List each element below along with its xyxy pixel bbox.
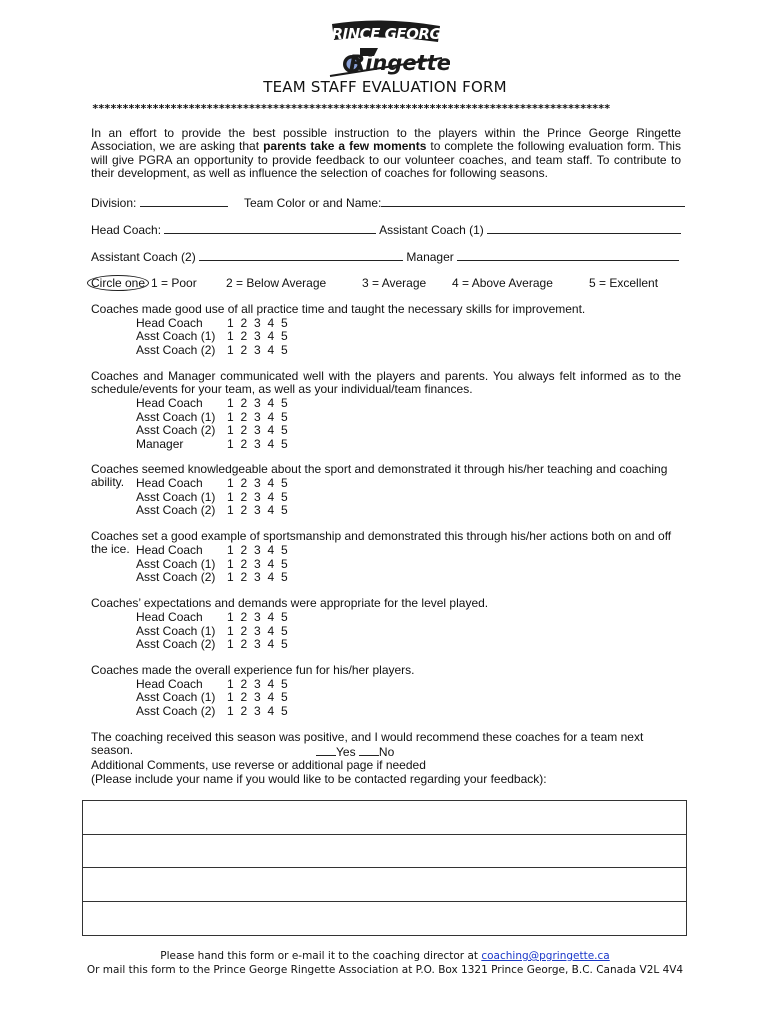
manager-blank[interactable] xyxy=(457,249,679,261)
rating-options[interactable] xyxy=(227,690,295,704)
rating-option[interactable]: 3 xyxy=(254,704,261,718)
logo-graphic xyxy=(322,18,450,82)
intro-bold: parents take a few moments xyxy=(263,139,427,154)
division-label: Division: xyxy=(91,196,137,210)
rating-option[interactable]: 2 xyxy=(240,503,248,517)
rating-option[interactable]: 5 xyxy=(281,677,288,691)
rating-option[interactable]: 4 xyxy=(267,476,275,490)
rating-option[interactable]: 2 xyxy=(240,557,248,571)
intro-text-2: to complete the following evaluation form. This will give PGRA an opportunity to provide feedback to our volunteer coaches, and team staff. To contribute to their development, as well as influence the selection of coaches for following seasons. xyxy=(91,139,681,181)
comment-line[interactable] xyxy=(83,801,686,835)
rating-option[interactable]: 5 xyxy=(281,557,288,571)
rating-option[interactable]: 2 xyxy=(240,396,248,410)
rating-option[interactable]: 1 xyxy=(227,316,234,330)
head-coach-blank[interactable] xyxy=(164,222,376,234)
manager-label: Manager xyxy=(406,250,454,264)
rating-option[interactable]: 4 xyxy=(267,543,275,557)
rating-option[interactable]: 3 xyxy=(254,557,261,571)
rating-option[interactable]: 2 xyxy=(240,476,248,490)
question-1: Coaches made good use of all practice time and taught the necessary skills for improvement. xyxy=(91,302,586,316)
rating-option[interactable]: 5 xyxy=(281,610,288,624)
rating-options[interactable] xyxy=(227,503,295,517)
rating-option[interactable]: 1 xyxy=(227,570,234,584)
rating-option[interactable]: 4 xyxy=(267,610,275,624)
rating-option[interactable]: 5 xyxy=(281,437,288,451)
rating-option[interactable]: 4 xyxy=(267,343,275,357)
rating-option[interactable]: 1 xyxy=(227,543,234,557)
rating-option[interactable]: 2 xyxy=(240,543,248,557)
question-6: Coaches made the overall experience fun for his/her players. xyxy=(91,663,415,677)
head-coach-label: Head Coach: xyxy=(91,223,162,237)
rating-option[interactable]: 3 xyxy=(254,329,261,343)
rating-option[interactable]: 1 xyxy=(227,610,234,624)
rating-row-label: Asst Coach (2) xyxy=(136,503,216,517)
rating-option[interactable]: 1 xyxy=(227,624,234,638)
intro-paragraph xyxy=(91,127,681,181)
rating-row-label: Asst Coach (2) xyxy=(136,637,216,651)
rating-option[interactable]: 3 xyxy=(254,690,261,704)
assistant2-field[interactable] xyxy=(91,249,679,264)
rating-option[interactable]: 4 xyxy=(267,677,275,691)
rating-option[interactable]: 2 xyxy=(240,410,248,424)
rating-option[interactable]: 1 xyxy=(227,677,234,691)
rating-option[interactable]: 3 xyxy=(254,410,261,424)
rating-option[interactable]: 3 xyxy=(254,423,261,437)
yes-label: Yes xyxy=(336,745,356,759)
scale-4: 4 = Above Average xyxy=(452,276,553,290)
comment-line[interactable] xyxy=(83,902,686,936)
include-name-note: (Please include your name if you would like to be contacted regarding your feedback): xyxy=(91,772,547,786)
star-divider: ************************************************************************************** xyxy=(92,102,610,115)
rating-row-label: Asst Coach (1) xyxy=(136,410,216,424)
rating-option[interactable]: 4 xyxy=(267,316,275,330)
division-blank[interactable] xyxy=(140,195,228,207)
rating-options[interactable] xyxy=(227,677,295,691)
assistant2-blank[interactable] xyxy=(199,249,403,261)
rating-row-label: Head Coach xyxy=(136,543,203,557)
additional-comments-label: Additional Comments, use reverse or additional page if needed xyxy=(91,758,426,772)
rating-row-label: Head Coach xyxy=(136,677,203,691)
rating-option[interactable]: 5 xyxy=(281,543,288,557)
question-3: Coaches seemed knowledgeable about the sport and demonstrated it through his/her teaching and coaching ability. xyxy=(91,462,668,490)
rating-option[interactable]: 4 xyxy=(267,329,275,343)
question-5: Coaches’ expectations and demands were appropriate for the level played. xyxy=(91,596,489,610)
rating-option[interactable]: 2 xyxy=(240,677,248,691)
rating-options[interactable] xyxy=(227,610,295,624)
rating-options[interactable] xyxy=(227,396,295,410)
svg-text:Ringette: Ringette xyxy=(349,51,450,75)
rating-option[interactable]: 5 xyxy=(281,503,288,517)
rating-option[interactable]: 3 xyxy=(254,624,261,638)
rating-row-label: Asst Coach (1) xyxy=(136,690,216,704)
coaching-email-link[interactable]: coaching@pgringette.ca xyxy=(481,950,610,962)
rating-row-label: Head Coach xyxy=(136,610,203,624)
rating-option[interactable]: 2 xyxy=(240,690,248,704)
rating-options[interactable] xyxy=(227,437,295,451)
rating-option[interactable]: 3 xyxy=(254,503,261,517)
rating-option[interactable]: 5 xyxy=(281,690,288,704)
question-2: Coaches and Manager communicated well with the players and parents. You always felt informed as to the schedule/events for your team, as well as your individual/team finances. xyxy=(91,369,681,397)
rating-option[interactable]: 3 xyxy=(254,316,261,330)
rating-row-label: Head Coach xyxy=(136,396,203,410)
rating-option[interactable]: 5 xyxy=(281,316,288,330)
rating-option[interactable]: 2 xyxy=(240,316,248,330)
rating-option[interactable]: 5 xyxy=(281,343,288,357)
rating-row-label: Head Coach xyxy=(136,476,203,490)
rating-option[interactable]: 3 xyxy=(254,490,261,504)
rating-option[interactable]: 5 xyxy=(281,490,288,504)
no-blank[interactable] xyxy=(359,744,379,756)
rating-row-label: Asst Coach (2) xyxy=(136,343,216,357)
footer-line-2: Or mail this form to the Prince George Ringette Association at P.O. Box 1321 Prince George, B.C. Canada V2L 4V4 xyxy=(86,964,684,976)
comment-line[interactable] xyxy=(83,868,686,902)
rating-option[interactable]: 4 xyxy=(267,570,275,584)
rating-option[interactable]: 5 xyxy=(281,476,288,490)
rating-option[interactable]: 1 xyxy=(227,503,234,517)
rating-options[interactable] xyxy=(227,557,295,571)
head-coach-field[interactable] xyxy=(91,222,681,237)
footer-prefix: Please hand this form or e-mail it to the coaching director at xyxy=(160,950,482,962)
rating-option[interactable]: 3 xyxy=(254,677,261,691)
team-color-label: Team Color or and Name: xyxy=(244,196,382,210)
rating-option[interactable]: 5 xyxy=(281,423,288,437)
rating-option[interactable]: 2 xyxy=(240,437,248,451)
rating-option[interactable]: 1 xyxy=(227,329,234,343)
rating-option[interactable]: 4 xyxy=(267,704,275,718)
rating-option[interactable]: 1 xyxy=(227,490,234,504)
rating-option[interactable]: 5 xyxy=(281,704,288,718)
rating-option[interactable]: 2 xyxy=(240,343,248,357)
rating-option[interactable]: 3 xyxy=(254,610,261,624)
rating-option[interactable]: 4 xyxy=(267,410,275,424)
rating-option[interactable]: 1 xyxy=(227,410,234,424)
rating-option[interactable]: 3 xyxy=(254,343,261,357)
rating-option[interactable]: 2 xyxy=(240,624,248,638)
team-color-field[interactable] xyxy=(244,195,685,210)
rating-option[interactable]: 5 xyxy=(281,396,288,410)
circle-one-label: Circle one xyxy=(87,275,149,291)
rating-option[interactable]: 2 xyxy=(240,329,248,343)
rating-option[interactable]: 1 xyxy=(227,396,234,410)
rating-options[interactable] xyxy=(227,329,295,343)
rating-row-label: Asst Coach (1) xyxy=(136,557,216,571)
scale-2: 2 = Below Average xyxy=(226,276,327,290)
form-title: TEAM STAFF EVALUATION FORM xyxy=(263,78,507,96)
rating-option[interactable]: 1 xyxy=(227,704,234,718)
rating-option[interactable]: 3 xyxy=(254,476,261,490)
rating-row-label: Asst Coach (1) xyxy=(136,329,216,343)
scale-1: 1 = Poor xyxy=(151,276,197,290)
rating-row-label: Asst Coach (1) xyxy=(136,624,216,638)
rating-option[interactable]: 4 xyxy=(267,690,275,704)
recommend-statement: The coaching received this season was positive, and I would recommend these coaches for a team next season. xyxy=(91,730,644,758)
rating-scale xyxy=(91,275,149,291)
rating-row-label: Asst Coach (1) xyxy=(136,490,216,504)
rating-option[interactable]: 4 xyxy=(267,503,275,517)
assistant1-blank[interactable] xyxy=(487,222,681,234)
rating-option[interactable]: 4 xyxy=(267,437,275,451)
rating-options[interactable] xyxy=(227,624,295,638)
rating-row-label: Asst Coach (2) xyxy=(136,704,216,718)
rating-option[interactable]: 5 xyxy=(281,570,288,584)
rating-option[interactable]: 3 xyxy=(254,637,261,651)
rating-options[interactable] xyxy=(227,410,295,424)
rating-option[interactable]: 1 xyxy=(227,637,234,651)
comments-box[interactable] xyxy=(82,800,687,936)
rating-options[interactable] xyxy=(227,704,295,718)
svg-text:PRINCE GEORGE: PRINCE GEORGE xyxy=(322,25,450,43)
prince-george-ringette-logo xyxy=(322,18,450,82)
question-4: Coaches set a good example of sportsmanship and demonstrated this through his/her actions both on and off the ice. xyxy=(91,529,672,557)
team-color-blank[interactable] xyxy=(381,195,685,207)
rating-option[interactable]: 5 xyxy=(281,329,288,343)
rating-option[interactable]: 3 xyxy=(254,570,261,584)
division-field[interactable] xyxy=(91,195,228,210)
rating-row-label: Asst Coach (2) xyxy=(136,570,216,584)
rating-option[interactable]: 1 xyxy=(227,437,234,451)
rating-option[interactable]: 2 xyxy=(240,637,248,651)
yes-blank[interactable] xyxy=(316,744,336,756)
rating-option[interactable]: 2 xyxy=(240,570,248,584)
comment-line[interactable] xyxy=(83,835,686,869)
rating-option[interactable]: 2 xyxy=(240,423,248,437)
rating-option[interactable]: 1 xyxy=(227,690,234,704)
rating-option[interactable]: 4 xyxy=(267,637,275,651)
rating-options[interactable] xyxy=(227,343,295,357)
rating-options[interactable] xyxy=(227,423,295,437)
scale-3: 3 = Average xyxy=(362,276,427,290)
rating-options[interactable] xyxy=(227,570,295,584)
rating-option[interactable]: 1 xyxy=(227,557,234,571)
rating-row-label: Asst Coach (2) xyxy=(136,423,216,437)
rating-row-label: Manager xyxy=(136,437,184,451)
rating-option[interactable]: 4 xyxy=(267,624,275,638)
rating-option[interactable]: 5 xyxy=(281,410,288,424)
rating-row-label: Head Coach xyxy=(136,316,203,330)
intro-text-1: In an effort to provide the best possible instruction to the players within the Prince George Ringette Association, we are asking that xyxy=(91,126,681,154)
rating-option[interactable]: 5 xyxy=(281,624,288,638)
rating-option[interactable]: 4 xyxy=(267,490,275,504)
rating-option[interactable]: 2 xyxy=(240,704,248,718)
yes-no-choice[interactable] xyxy=(316,744,394,759)
rating-option[interactable]: 2 xyxy=(240,490,248,504)
scale-5: 5 = Excellent xyxy=(589,276,659,290)
rating-option[interactable]: 4 xyxy=(267,423,275,437)
footer-line-1 xyxy=(0,950,770,962)
rating-option[interactable]: 4 xyxy=(267,557,275,571)
rating-option[interactable]: 1 xyxy=(227,423,234,437)
rating-option[interactable]: 4 xyxy=(267,396,275,410)
rating-option[interactable]: 5 xyxy=(281,637,288,651)
rating-option[interactable]: 1 xyxy=(227,476,234,490)
assistant1-label: Assistant Coach (1) xyxy=(379,223,484,237)
rating-options[interactable] xyxy=(227,476,295,490)
rating-options[interactable] xyxy=(227,637,295,651)
rating-option[interactable]: 3 xyxy=(254,543,261,557)
rating-option[interactable]: 3 xyxy=(254,396,261,410)
rating-options[interactable] xyxy=(227,543,295,557)
no-label: No xyxy=(378,745,395,759)
rating-options[interactable] xyxy=(227,316,295,330)
assistant2-label: Assistant Coach (2) xyxy=(91,250,196,264)
rating-options[interactable] xyxy=(227,490,295,504)
rating-option[interactable]: 2 xyxy=(240,610,248,624)
rating-option[interactable]: 3 xyxy=(254,437,261,451)
rating-option[interactable]: 1 xyxy=(227,343,234,357)
